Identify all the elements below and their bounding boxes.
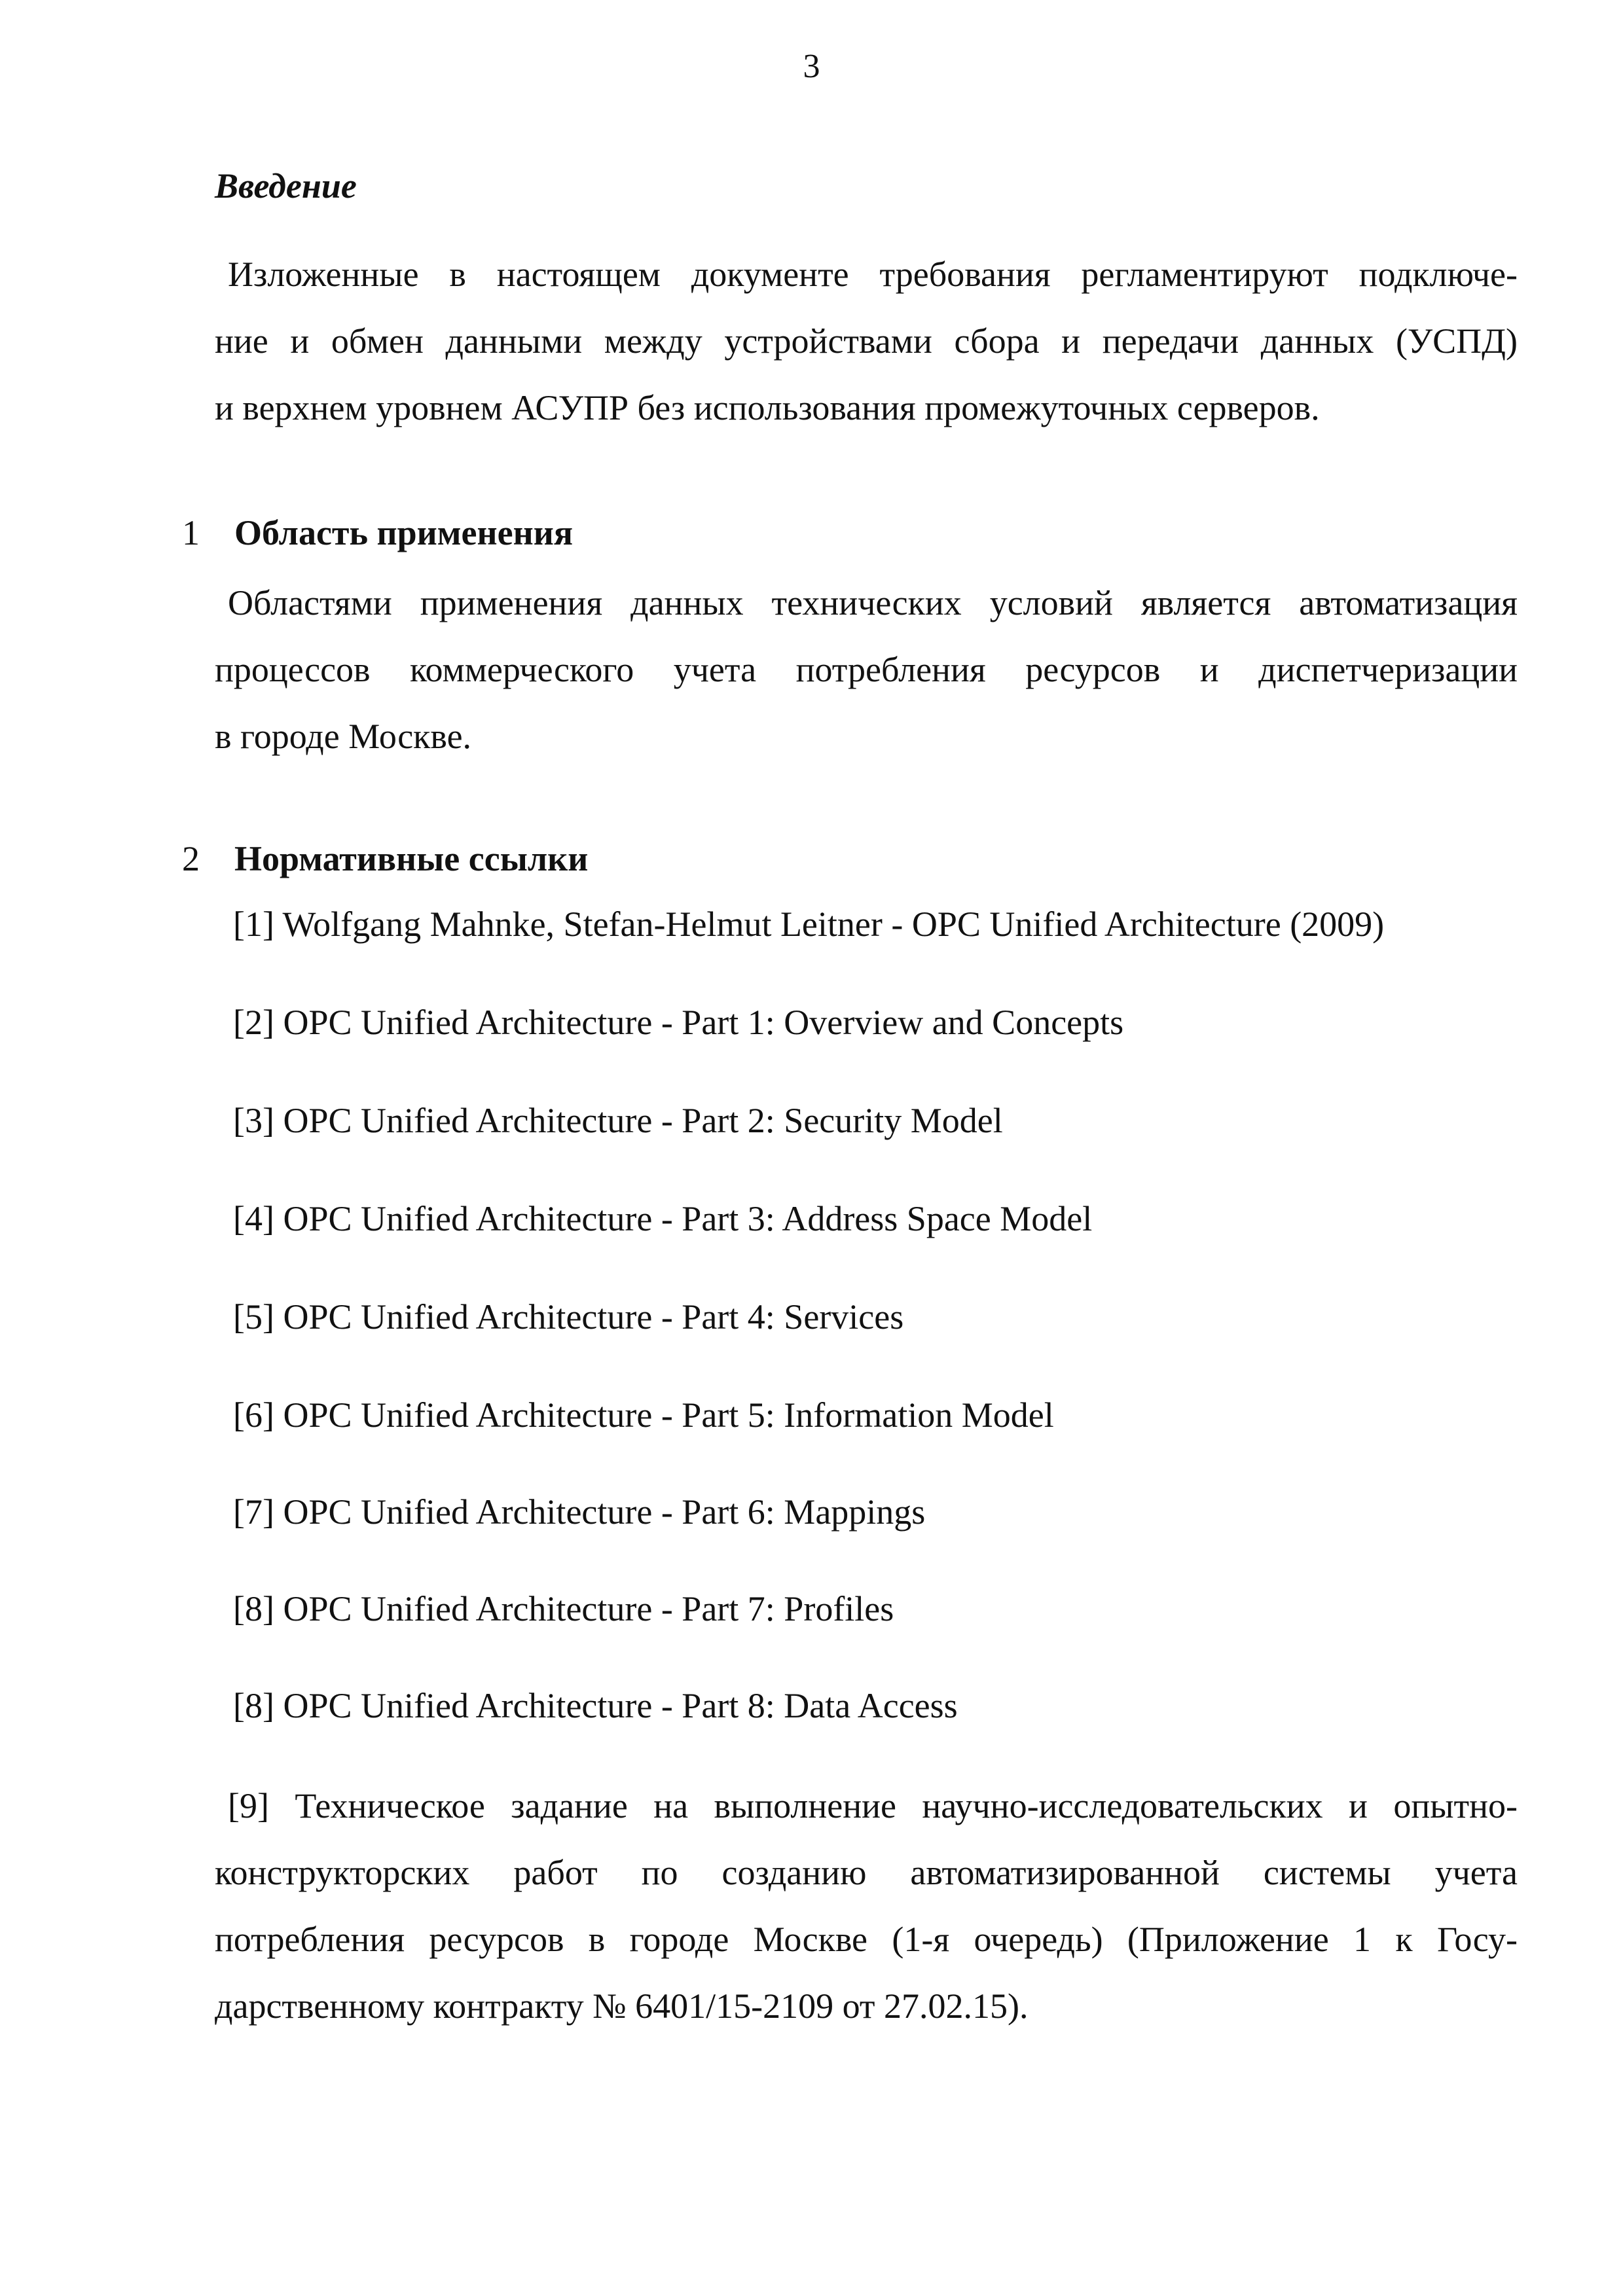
- reference-item: [5] OPC Unified Architecture - Part 4: Services: [233, 1297, 904, 1336]
- section-1-heading: [182, 512, 573, 554]
- reference-item: [3] OPC Unified Architecture - Part 2: Security Model: [233, 1101, 1003, 1140]
- reference-item: [4] OPC Unified Architecture - Part 3: Address Space Model: [233, 1199, 1093, 1238]
- reference-item: [1] Wolfgang Mahnke, Stefan-Helmut Leitner - OPC Unified Architecture (2009): [233, 905, 1385, 944]
- section-1-line: процессов коммерческого учета потребления ресурсов и диспетчеризации: [215, 650, 1518, 689]
- intro-line: и верхнем уровнем АСУПР без использования промежуточных серверов.: [215, 388, 1320, 427]
- section-1-line: Областями применения данных технических условий является автоматизация: [228, 583, 1518, 622]
- section-2-number: 2: [182, 839, 200, 878]
- reference-line: потребления ресурсов в городе Москве (1-я очередь) (Приложение 1 к Госу-: [215, 1920, 1518, 1959]
- reference-item: [2] OPC Unified Architecture - Part 1: Overview and Concepts: [233, 1003, 1124, 1042]
- section-1-line: в городе Москве.: [215, 717, 472, 756]
- section-1-paragraph: [215, 569, 1518, 770]
- reference-line: [9] Техническое задание на выполнение научно-исследовательских и опытно-: [228, 1786, 1518, 1825]
- section-1-title: Область применения: [234, 513, 574, 552]
- intro-line: Изложенные в настоящем документе требования регламентируют подключе-: [228, 255, 1518, 294]
- reference-line: дарственному контракту № 6401/15-2109 от 27.02.15).: [215, 1986, 1029, 2026]
- section-2-title: Нормативные ссылки: [234, 839, 589, 878]
- reference-item-long: [215, 1772, 1518, 2039]
- intro-paragraph: [215, 241, 1518, 441]
- reference-line: конструкторских работ по созданию автоматизированной системы учета: [215, 1853, 1518, 1892]
- page-number: 3: [803, 48, 820, 85]
- reference-item: [8] OPC Unified Architecture - Part 8: Data Access: [233, 1686, 958, 1725]
- intro-heading: Введение: [215, 166, 357, 206]
- reference-item: [7] OPC Unified Architecture - Part 6: Mappings: [233, 1492, 926, 1532]
- reference-item: [6] OPC Unified Architecture - Part 5: Information Model: [233, 1395, 1054, 1435]
- intro-line: ние и обмен данными между устройствами сбора и передачи данных (УСПД): [215, 321, 1518, 361]
- section-1-number: 1: [182, 513, 200, 552]
- reference-item: [8] OPC Unified Architecture - Part 7: Profiles: [233, 1589, 894, 1628]
- section-2-heading: [182, 838, 588, 880]
